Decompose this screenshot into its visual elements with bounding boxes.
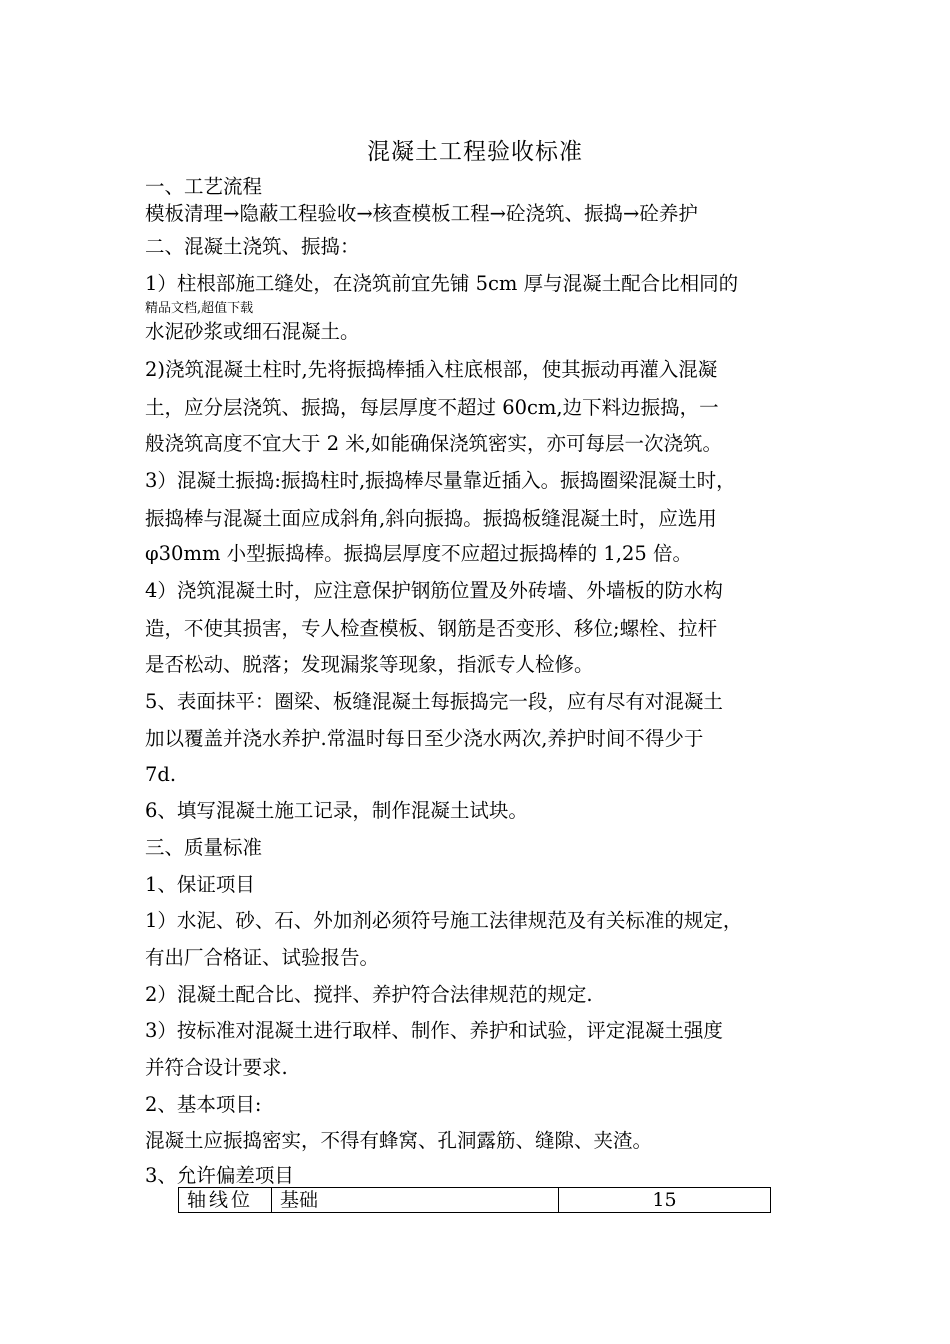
watermark-note: 精品文档,超值下载: [145, 301, 254, 316]
table-row: [179, 1188, 771, 1213]
document-title: 混凝土工程验收标准: [367, 139, 583, 165]
paragraph-line: 3）按标准对混凝土进行取样、制作、养护和试验，评定混凝土强度: [145, 1019, 723, 1042]
paragraph-line: 有出厂合格证、试验报告。: [145, 946, 380, 969]
section-heading-process: 一、工艺流程: [145, 175, 263, 198]
paragraph-line: 1）柱根部施工缝处，在浇筑前宜先铺 5cm 厚与混凝土配合比相同的: [145, 272, 739, 295]
subsection-heading: 2、基本项目:: [145, 1093, 262, 1116]
paragraph-line: 水泥砂浆或细石混凝土。: [145, 320, 360, 343]
subsection-heading: 1、保证项目: [145, 873, 255, 896]
paragraph-line: 5、表面抹平：圈梁、板缝混凝土每振捣完一段，应有尽有对混凝土: [145, 690, 723, 713]
paragraph-line: 3）混凝土振捣:振捣柱时,振捣棒尽量靠近插入。振捣圈梁混凝土时，: [145, 469, 736, 492]
table-cell: 15: [559, 1188, 771, 1213]
paragraph-line: 混凝土应振捣密实，不得有蜂窝、孔洞露筋、缝隙、夹渣。: [145, 1129, 653, 1152]
subsection-heading: 3、允许偏差项目: [145, 1164, 294, 1187]
table-cell: 基础: [272, 1188, 559, 1213]
paragraph-line: 7d.: [145, 763, 177, 786]
paragraph-line: 加以覆盖并浇水养护.常温时每日至少浇水两次,养护时间不得少于: [145, 727, 704, 750]
process-flow: 模板清理→隐蔽工程验收→核查模板工程→砼浇筑、振捣→砼养护: [145, 202, 698, 225]
paragraph-line: 并符合设计要求.: [145, 1056, 288, 1079]
section-heading-quality: 三、质量标准: [145, 836, 263, 859]
paragraph-line: 2)浇筑混凝土柱时,先将振捣棒插入柱底根部，使其振动再灌入混凝: [145, 358, 718, 381]
paragraph-line: 般浇筑高度不宜大于 2 米,如能确保浇筑密实，亦可每层一次浇筑。: [145, 432, 723, 455]
paragraph-line: 造，不使其损害，专人检查模板、钢筋是否变形、移位;螺栓、拉杆: [145, 617, 718, 640]
paragraph-line: 4）浇筑混凝土时，应注意保护钢筋位置及外砖墙、外墙板的防水构: [145, 579, 723, 602]
table-cell: 轴线位: [179, 1188, 272, 1213]
paragraph-line: 土，应分层浇筑、振捣，每层厚度不超过 60cm,边下料边振捣，一: [145, 396, 719, 419]
paragraph-line: 是否松动、脱落；发现漏浆等现象，指派专人检修。: [145, 653, 594, 676]
paragraph-line: 振捣棒与混凝土面应成斜角,斜向振捣。振捣板缝混凝土时，应选用: [145, 507, 717, 530]
paragraph-line: 2）混凝土配合比、搅拌、养护符合法律规范的规定.: [145, 983, 593, 1006]
paragraph-line: 1）水泥、砂、石、外加剂必须符号施工法律规范及有关标准的规定，: [145, 909, 743, 932]
deviation-table: [178, 1187, 771, 1213]
paragraph-line: φ30mm 小型振捣棒。振捣层厚度不应超过振捣棒的 1,25 倍。: [145, 542, 692, 565]
section-heading-pouring: 二、混凝土浇筑、振捣：: [145, 235, 360, 258]
paragraph-line: 6、填写混凝土施工记录，制作混凝土试块。: [145, 799, 528, 822]
